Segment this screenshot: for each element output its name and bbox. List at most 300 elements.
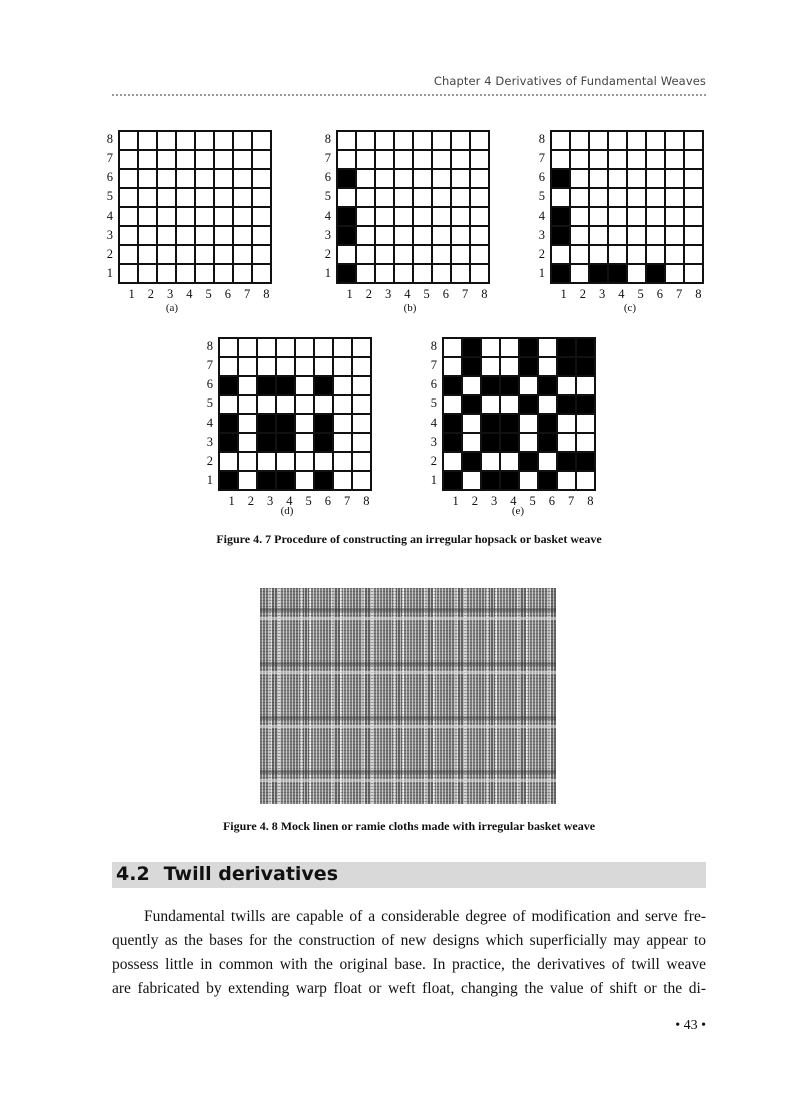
weave-cell-empty: [452, 170, 471, 189]
weave-cell-empty: [177, 151, 196, 170]
weave-cell-empty: [395, 265, 414, 284]
weave-cell-empty: [685, 246, 704, 265]
weave-cell-empty: [571, 132, 590, 151]
grid-row-label: 8: [324, 131, 331, 146]
weave-cell-filled: [482, 415, 501, 434]
grid-col-label: 4: [618, 287, 625, 301]
weave-cell-empty: [471, 265, 490, 284]
grid-row-label: 6: [106, 170, 113, 185]
weave-cell-empty: [338, 151, 357, 170]
weave-cell-filled: [558, 358, 577, 377]
weave-cell-filled: [482, 377, 501, 396]
weave-cell-empty: [444, 396, 463, 415]
weave-cell-filled: [501, 415, 520, 434]
weave-cell-empty: [338, 189, 357, 208]
grid-col-label: 5: [423, 287, 430, 301]
weave-cell-empty: [258, 339, 277, 358]
weave-cell-empty: [376, 265, 395, 284]
weave-cell-empty: [452, 132, 471, 151]
weave-cell-empty: [376, 246, 395, 265]
grid-col-label: 8: [363, 494, 370, 508]
weave-cell-filled: [258, 472, 277, 491]
grid-col-label: 1: [228, 494, 235, 508]
weave-cell-filled: [520, 339, 539, 358]
weave-cell-empty: [577, 434, 596, 453]
weave-cell-empty: [315, 396, 334, 415]
weave-cell-empty: [647, 151, 666, 170]
weave-cell-empty: [120, 265, 139, 284]
weave-cell-filled: [590, 265, 609, 284]
weave-cell-empty: [539, 358, 558, 377]
weave-cell-empty: [471, 227, 490, 246]
weave-cell-filled: [277, 377, 296, 396]
grid-row-label: 1: [538, 266, 545, 281]
grid-col-label: 3: [267, 494, 274, 508]
grid-col-label: 7: [344, 494, 351, 508]
grid-col-label: 7: [244, 287, 251, 301]
weave-cell-empty: [334, 358, 353, 377]
weave-cell-empty: [253, 132, 272, 151]
weave-cell-empty: [647, 189, 666, 208]
weave-cell-empty: [196, 151, 215, 170]
grid-col-label: 4: [186, 287, 193, 301]
grid-col-label: 7: [568, 494, 575, 508]
weave-cell-empty: [215, 132, 234, 151]
weave-cell-empty: [471, 246, 490, 265]
weave-cell-empty: [395, 208, 414, 227]
weave-cell-empty: [433, 208, 452, 227]
weave-cell-filled: [463, 339, 482, 358]
grid-row-label: 4: [206, 415, 213, 430]
grid-col-label: 2: [365, 287, 372, 301]
weave-cell-empty: [395, 132, 414, 151]
weave-cell-empty: [196, 246, 215, 265]
weave-cell-empty: [539, 396, 558, 415]
weave-cell-empty: [258, 396, 277, 415]
weave-cell-empty: [158, 208, 177, 227]
weave-cell-filled: [315, 377, 334, 396]
weave-cell-empty: [452, 208, 471, 227]
weave-cell-empty: [647, 170, 666, 189]
weave-cell-empty: [628, 151, 647, 170]
weave-cell-empty: [334, 472, 353, 491]
body-line: quently as the bases for the construction of new designs which superficially may appear to: [112, 932, 706, 949]
weave-cell-empty: [590, 227, 609, 246]
weave-cell-empty: [277, 339, 296, 358]
weave-cell-filled: [338, 208, 357, 227]
weave-cell-filled: [520, 453, 539, 472]
grid-col-label: 3: [167, 287, 174, 301]
grid-row-label: 6: [324, 170, 331, 185]
weave-cell-empty: [158, 246, 177, 265]
grid-row-label: 1: [430, 473, 437, 488]
grid-row-label: 6: [430, 377, 437, 392]
weave-cell-empty: [139, 132, 158, 151]
grid-row-label: 5: [324, 189, 331, 204]
weave-cell-filled: [539, 434, 558, 453]
weave-cell-empty: [685, 151, 704, 170]
weave-cell-filled: [258, 434, 277, 453]
weave-cell-empty: [482, 453, 501, 472]
weave-cell-filled: [647, 265, 666, 284]
weave-cell-empty: [239, 396, 258, 415]
weave-cell-filled: [220, 472, 239, 491]
weave-cell-filled: [552, 265, 571, 284]
weave-cell-empty: [239, 377, 258, 396]
body-line: possess little in common with the original base. In practice, the derivatives of twill weave: [112, 956, 706, 973]
grid-row-label: 4: [538, 208, 545, 223]
weave-cell-empty: [234, 170, 253, 189]
weave-cell-empty: [647, 246, 666, 265]
weave-cell-empty: [482, 396, 501, 415]
weave-cell-empty: [520, 472, 539, 491]
weave-cell-empty: [395, 227, 414, 246]
weave-cell-empty: [253, 170, 272, 189]
weave-cell-empty: [215, 265, 234, 284]
weave-cell-empty: [158, 265, 177, 284]
weave-cell-empty: [609, 170, 628, 189]
weave-cell-empty: [220, 358, 239, 377]
weave-cell-empty: [571, 189, 590, 208]
grid-row-label: 7: [538, 150, 545, 165]
weave-cell-empty: [234, 151, 253, 170]
weave-cell-filled: [577, 453, 596, 472]
section-heading: [112, 862, 706, 888]
section-title-text: Twill derivatives: [163, 863, 339, 885]
grid-col-label: 3: [385, 287, 392, 301]
grid-row-label: 1: [206, 473, 213, 488]
grid-col-label: 4: [404, 287, 411, 301]
body-paragraph: [112, 905, 706, 1001]
weave-cell-empty: [376, 227, 395, 246]
grid-col-label: 3: [491, 494, 498, 508]
weave-cell-empty: [539, 339, 558, 358]
grid-row-label: 5: [430, 396, 437, 411]
weave-cell-empty: [558, 377, 577, 396]
weave-cell-empty: [685, 208, 704, 227]
weave-cell-empty: [253, 208, 272, 227]
weave-cell-empty: [353, 453, 372, 472]
weave-cell-empty: [395, 151, 414, 170]
weave-cell-filled: [577, 339, 596, 358]
weave-cell-empty: [463, 472, 482, 491]
weave-cell-empty: [253, 151, 272, 170]
weave-cell-empty: [177, 170, 196, 189]
weave-cell-empty: [628, 246, 647, 265]
panel-label: (b): [403, 302, 417, 314]
weave-cell-filled: [277, 472, 296, 491]
grid-row-label: 7: [430, 357, 437, 372]
running-head: Chapter 4 Derivatives of Fundamental Weaves: [433, 74, 706, 88]
weave-cell-empty: [120, 227, 139, 246]
weave-cell-empty: [296, 339, 315, 358]
grid-row-label: 2: [430, 454, 437, 469]
weave-cell-empty: [139, 227, 158, 246]
weave-cell-empty: [357, 208, 376, 227]
weave-cell-empty: [353, 434, 372, 453]
weave-cell-empty: [177, 246, 196, 265]
weave-cell-empty: [452, 227, 471, 246]
weave-cell-empty: [666, 151, 685, 170]
weave-cell-empty: [609, 208, 628, 227]
weave-cell-filled: [539, 415, 558, 434]
weave-cell-empty: [296, 453, 315, 472]
grid-row-label: 4: [324, 208, 331, 223]
grid-col-label: 6: [324, 494, 331, 508]
weave-cell-filled: [552, 227, 571, 246]
weave-cell-empty: [482, 358, 501, 377]
weave-cell-empty: [666, 132, 685, 151]
weave-cell-empty: [220, 453, 239, 472]
weave-cell-empty: [177, 208, 196, 227]
weave-cell-empty: [234, 227, 253, 246]
weave-cell-empty: [353, 396, 372, 415]
weave-cell-filled: [539, 377, 558, 396]
weave-cell-empty: [258, 453, 277, 472]
weave-cell-empty: [628, 227, 647, 246]
weave-cell-empty: [666, 227, 685, 246]
weave-cell-filled: [501, 377, 520, 396]
weave-cell-empty: [552, 189, 571, 208]
weave-cell-empty: [414, 265, 433, 284]
weave-cell-filled: [558, 396, 577, 415]
weave-cell-empty: [414, 189, 433, 208]
grid-row-label: 3: [206, 434, 213, 449]
weave-cell-filled: [501, 434, 520, 453]
weave-cell-empty: [277, 453, 296, 472]
weave-cell-empty: [296, 396, 315, 415]
weave-grid: [442, 337, 596, 491]
weave-cell-empty: [239, 434, 258, 453]
grid-col-label: 8: [587, 494, 594, 508]
weave-cell-empty: [539, 453, 558, 472]
weave-cell-empty: [666, 208, 685, 227]
weave-cell-empty: [338, 246, 357, 265]
grid-col-label: 6: [224, 287, 231, 301]
weave-cell-empty: [685, 189, 704, 208]
figure-4-7-caption: Figure 4. 7 Procedure of constructing an irregular hopsack or basket weave: [216, 532, 602, 546]
weave-cell-empty: [376, 208, 395, 227]
weave-cell-filled: [444, 377, 463, 396]
weave-cell-empty: [177, 132, 196, 151]
weave-cell-empty: [414, 132, 433, 151]
weave-cell-empty: [315, 358, 334, 377]
weave-cell-empty: [315, 453, 334, 472]
weave-cell-filled: [552, 170, 571, 189]
grid-col-label: 2: [471, 494, 478, 508]
grid-col-label: 8: [481, 287, 488, 301]
weave-cell-empty: [196, 265, 215, 284]
weave-cell-empty: [357, 246, 376, 265]
grid-col-label: 5: [205, 287, 212, 301]
weave-cell-empty: [334, 377, 353, 396]
grid-row-label: 8: [430, 338, 437, 353]
weave-cell-empty: [220, 396, 239, 415]
weave-cell-empty: [234, 189, 253, 208]
grid-row-label: 7: [106, 150, 113, 165]
weave-cell-filled: [220, 434, 239, 453]
weave-cell-empty: [571, 265, 590, 284]
weave-cell-empty: [353, 358, 372, 377]
grid-row-label: 7: [206, 357, 213, 372]
weave-cell-empty: [357, 227, 376, 246]
weave-cell-empty: [120, 246, 139, 265]
weave-cell-empty: [376, 170, 395, 189]
weave-cell-empty: [139, 189, 158, 208]
grid-col-label: 6: [656, 287, 663, 301]
weave-cell-empty: [444, 453, 463, 472]
panel-label: (e): [511, 505, 525, 517]
weave-cell-empty: [177, 227, 196, 246]
weave-cell-empty: [234, 208, 253, 227]
weave-cell-empty: [552, 132, 571, 151]
weave-cell-empty: [258, 358, 277, 377]
weave-cell-empty: [253, 265, 272, 284]
weave-cell-empty: [433, 246, 452, 265]
weave-cell-empty: [239, 358, 258, 377]
grid-row-label: 3: [538, 227, 545, 242]
weave-cell-filled: [577, 396, 596, 415]
section-title: [116, 863, 338, 885]
weave-cell-empty: [471, 132, 490, 151]
weave-cell-empty: [215, 170, 234, 189]
weave-cell-empty: [590, 151, 609, 170]
weave-cell-empty: [590, 246, 609, 265]
weave-cell-filled: [463, 358, 482, 377]
weave-cell-empty: [334, 415, 353, 434]
weave-cell-empty: [120, 189, 139, 208]
weave-cell-empty: [334, 396, 353, 415]
weave-cell-empty: [357, 151, 376, 170]
weave-grid: [218, 337, 372, 491]
weave-cell-empty: [433, 151, 452, 170]
weave-cell-empty: [196, 189, 215, 208]
weave-cell-filled: [558, 453, 577, 472]
grid-row-label: 8: [206, 338, 213, 353]
grid-row-label: 6: [538, 170, 545, 185]
weave-cell-empty: [577, 415, 596, 434]
weave-cell-empty: [357, 265, 376, 284]
grid-col-label: 7: [462, 287, 469, 301]
grid-row-label: 7: [324, 150, 331, 165]
weave-cell-empty: [552, 151, 571, 170]
weave-cell-empty: [158, 151, 177, 170]
grid-row-label: 4: [106, 208, 113, 223]
weave-cell-empty: [609, 227, 628, 246]
section-number: 4.2: [116, 863, 150, 885]
weave-cell-empty: [590, 170, 609, 189]
grid-row-label: 3: [430, 434, 437, 449]
weave-cell-filled: [258, 415, 277, 434]
weave-cell-empty: [353, 377, 372, 396]
weave-cell-empty: [239, 453, 258, 472]
weave-cell-filled: [444, 415, 463, 434]
weave-grid: [550, 130, 704, 284]
weave-cell-empty: [590, 132, 609, 151]
weave-cell-empty: [196, 208, 215, 227]
grid-row-label: 3: [324, 227, 331, 242]
weave-cell-empty: [463, 377, 482, 396]
weave-cell-empty: [501, 358, 520, 377]
weave-cell-empty: [414, 170, 433, 189]
weave-cell-empty: [609, 246, 628, 265]
weave-cell-empty: [433, 265, 452, 284]
weave-cell-empty: [120, 132, 139, 151]
weave-cell-empty: [571, 227, 590, 246]
weave-cell-empty: [471, 170, 490, 189]
weave-cell-filled: [558, 339, 577, 358]
weave-cell-filled: [277, 434, 296, 453]
weave-cell-empty: [234, 265, 253, 284]
grid-row-label: 6: [206, 377, 213, 392]
weave-cell-filled: [338, 170, 357, 189]
weave-cell-empty: [414, 208, 433, 227]
page-number: • 43 •: [675, 1018, 706, 1033]
weave-cell-empty: [590, 208, 609, 227]
weave-cell-empty: [215, 189, 234, 208]
weave-cell-filled: [482, 434, 501, 453]
weave-cell-empty: [666, 246, 685, 265]
weave-cell-empty: [452, 189, 471, 208]
weave-cell-empty: [357, 170, 376, 189]
weave-cell-empty: [647, 132, 666, 151]
weave-cell-filled: [315, 472, 334, 491]
grid-col-label: 7: [676, 287, 683, 301]
weave-cell-empty: [177, 189, 196, 208]
grid-row-label: 8: [538, 131, 545, 146]
panel-label: (a): [165, 302, 179, 314]
weave-cell-empty: [357, 132, 376, 151]
weave-cell-filled: [444, 434, 463, 453]
grid-row-label: 2: [324, 247, 331, 262]
grid-row-label: 2: [206, 454, 213, 469]
grid-col-label: 2: [147, 287, 154, 301]
weave-cell-filled: [609, 265, 628, 284]
grid-col-label: 2: [579, 287, 586, 301]
weave-cell-empty: [414, 227, 433, 246]
weave-cell-filled: [539, 472, 558, 491]
weave-cell-filled: [482, 472, 501, 491]
grid-row-label: 1: [324, 266, 331, 281]
body-line: Fundamental twills are capable of a considerable degree of modification and serve fre-: [144, 908, 706, 925]
grid-row-label: 5: [538, 189, 545, 204]
weave-cell-empty: [120, 170, 139, 189]
weave-cell-empty: [628, 265, 647, 284]
weave-cell-empty: [296, 377, 315, 396]
weave-cell-empty: [239, 339, 258, 358]
weave-cell-empty: [558, 415, 577, 434]
grid-row-label: 5: [106, 189, 113, 204]
weave-cell-filled: [338, 227, 357, 246]
weave-cell-filled: [463, 396, 482, 415]
weave-cell-empty: [395, 189, 414, 208]
weave-cell-empty: [482, 339, 501, 358]
weave-cell-empty: [196, 132, 215, 151]
weave-cell-empty: [253, 227, 272, 246]
weave-grid: [336, 130, 490, 284]
weave-cell-empty: [177, 265, 196, 284]
weave-cell-empty: [234, 132, 253, 151]
grid-col-label: 1: [452, 494, 459, 508]
grid-col-label: 8: [263, 287, 270, 301]
weave-cell-empty: [239, 415, 258, 434]
weave-cell-empty: [253, 246, 272, 265]
weave-cell-empty: [120, 151, 139, 170]
weave-cell-empty: [685, 265, 704, 284]
weave-cell-filled: [520, 396, 539, 415]
weave-cell-empty: [139, 151, 158, 170]
grid-row-label: 3: [106, 227, 113, 242]
